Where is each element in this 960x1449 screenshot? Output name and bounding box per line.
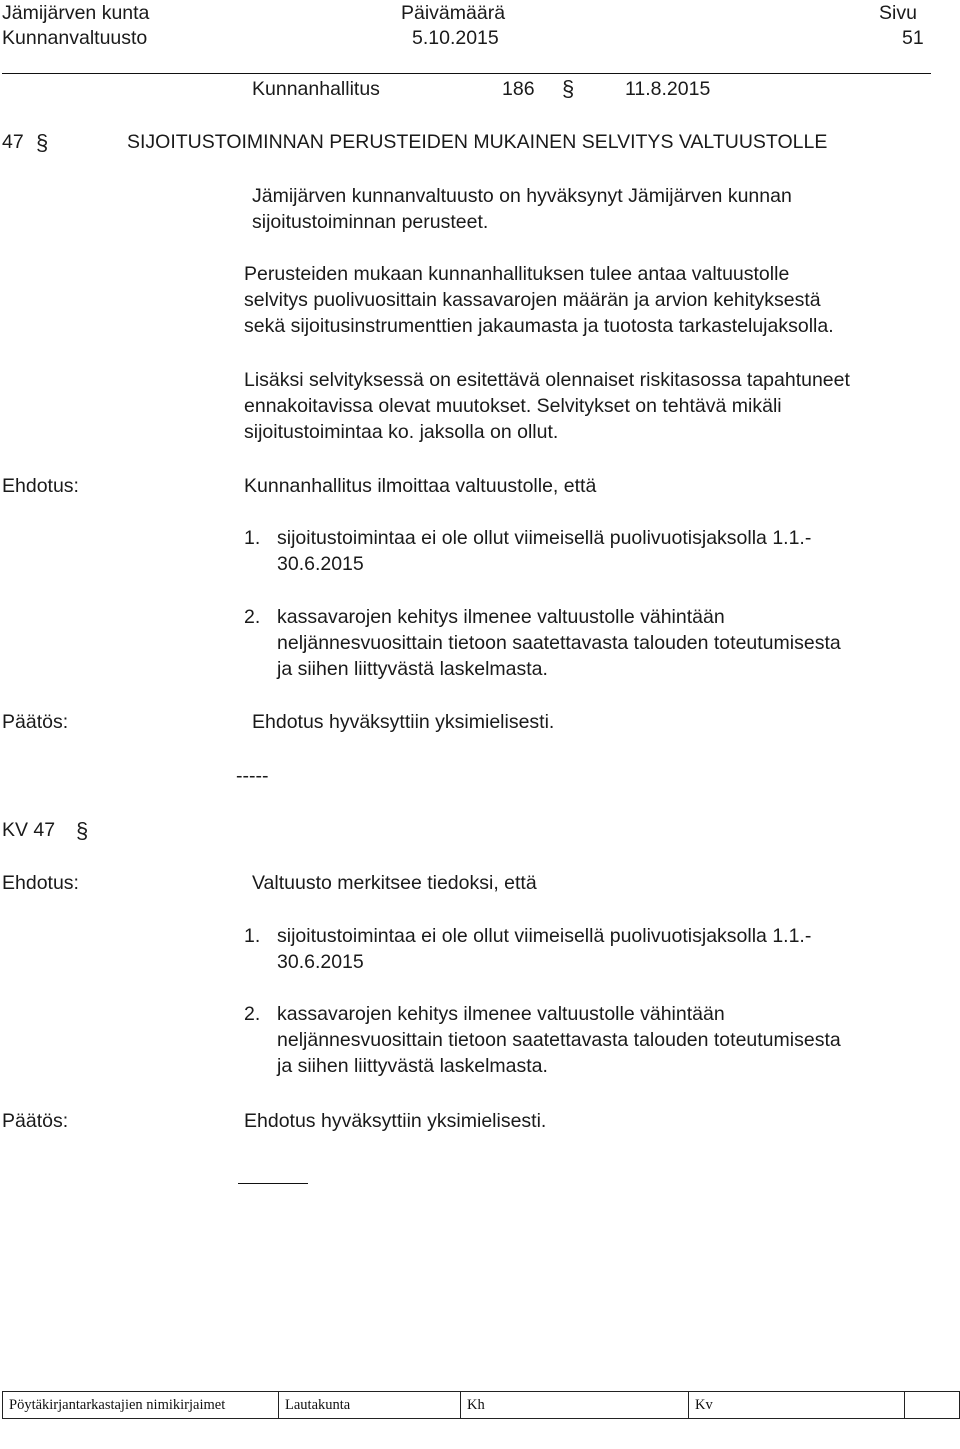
header-page-number: 51 — [902, 27, 924, 49]
list-item-line: neljännesvuosittain tietoon saatettavasta talouden toteutumisesta — [277, 632, 841, 654]
header-rule — [2, 73, 931, 74]
item-number: 47 — [2, 131, 24, 153]
header-page-label: Sivu — [879, 2, 917, 24]
paragraph-line: Lisäksi selvityksessä on esitettävä olennaiset riskitasossa tapahtuneet — [244, 369, 850, 391]
footer-cell-board: Lautakunta — [279, 1392, 461, 1419]
header-body: Kunnanvaltuusto — [2, 27, 148, 49]
footer-cell-empty — [905, 1392, 960, 1419]
list-item-line: sijoitustoimintaa ei ole ollut viimeisellä puolivuotisjaksolla 1.1.- — [277, 925, 812, 947]
reference-body: Kunnanhallitus — [252, 78, 380, 100]
paragraph-line: ennakoitavissa olevat muutokset. Selvitykset on tehtävä mikäli — [244, 395, 782, 417]
list-number: 1. — [244, 925, 261, 947]
decision-text: Ehdotus hyväksyttiin yksimielisesti. — [252, 711, 555, 733]
paragraph-line: sijoitustoimintaa ko. jaksolla on ollut. — [244, 421, 559, 443]
item-title: SIJOITUSTOIMINNAN PERUSTEIDEN MUKAINEN SELVITYS VALTUUSTOLLE — [127, 131, 828, 153]
list-item-line: ja siihen liittyvästä laskelmasta. — [277, 658, 548, 680]
kv-proposal-label: Ehdotus: — [2, 872, 79, 894]
paragraph-line: Perusteiden mukaan kunnanhallituksen tulee antaa valtuustolle — [244, 263, 790, 285]
footer-row — [3, 1392, 960, 1419]
proposal-text: Kunnanhallitus ilmoittaa valtuustolle, että — [244, 475, 597, 497]
list-number: 2. — [244, 1003, 261, 1025]
footer-cell-reviewers: Pöytäkirjantarkastajien nimikirjaimet — [3, 1392, 279, 1419]
paragraph-line: selvitys puolivuosittain kassavarojen määrän ja arvion kehityksestä — [244, 289, 821, 311]
footer-cell-kv: Kv — [689, 1392, 905, 1419]
section-mark-icon: § — [562, 76, 575, 101]
kv-decision-text: Ehdotus hyväksyttiin yksimielisesti. — [244, 1110, 547, 1132]
kv-proposal-text: Valtuusto merkitsee tiedoksi, että — [252, 872, 537, 894]
header-date: 5.10.2015 — [412, 27, 499, 49]
list-number: 2. — [244, 606, 261, 628]
list-item-line: sijoitustoimintaa ei ole ollut viimeisellä puolivuotisjaksolla 1.1.- — [277, 527, 812, 549]
reference-date: 11.8.2015 — [625, 78, 711, 100]
separator: ----- — [236, 765, 269, 787]
intro-line: Jämijärven kunnanvaltuusto on hyväksynyt Jämijärven kunnan — [252, 185, 792, 207]
list-item-line: kassavarojen kehitys ilmenee valtuustolle vähintään — [277, 1003, 725, 1025]
footer-table — [2, 1391, 960, 1419]
list-item-line: 30.6.2015 — [277, 553, 364, 575]
list-item-line: kassavarojen kehitys ilmenee valtuustolle vähintään — [277, 606, 725, 628]
kv-label: KV 47 — [2, 819, 56, 841]
end-rule — [238, 1183, 308, 1184]
section-mark-icon: § — [36, 130, 49, 155]
reference-number: 186 — [502, 78, 535, 100]
list-item-line: 30.6.2015 — [277, 951, 364, 973]
paragraph-line: sekä sijoitusinstrumenttien jakaumasta ja tuotosta tarkastelujaksolla. — [244, 315, 834, 337]
list-item-line: neljännesvuosittain tietoon saatettavasta talouden toteutumisesta — [277, 1029, 841, 1051]
footer-cell-kh: Kh — [461, 1392, 689, 1419]
section-mark-icon: § — [76, 818, 89, 843]
list-item-line: ja siihen liittyvästä laskelmasta. — [277, 1055, 548, 1077]
header-date-label: Päivämäärä — [401, 2, 506, 24]
decision-label: Päätös: — [2, 711, 69, 733]
header-org: Jämijärven kunta — [2, 2, 150, 24]
proposal-label: Ehdotus: — [2, 475, 79, 497]
intro-line: sijoitustoiminnan perusteet. — [252, 211, 489, 233]
list-number: 1. — [244, 527, 261, 549]
kv-decision-label: Päätös: — [2, 1110, 69, 1132]
